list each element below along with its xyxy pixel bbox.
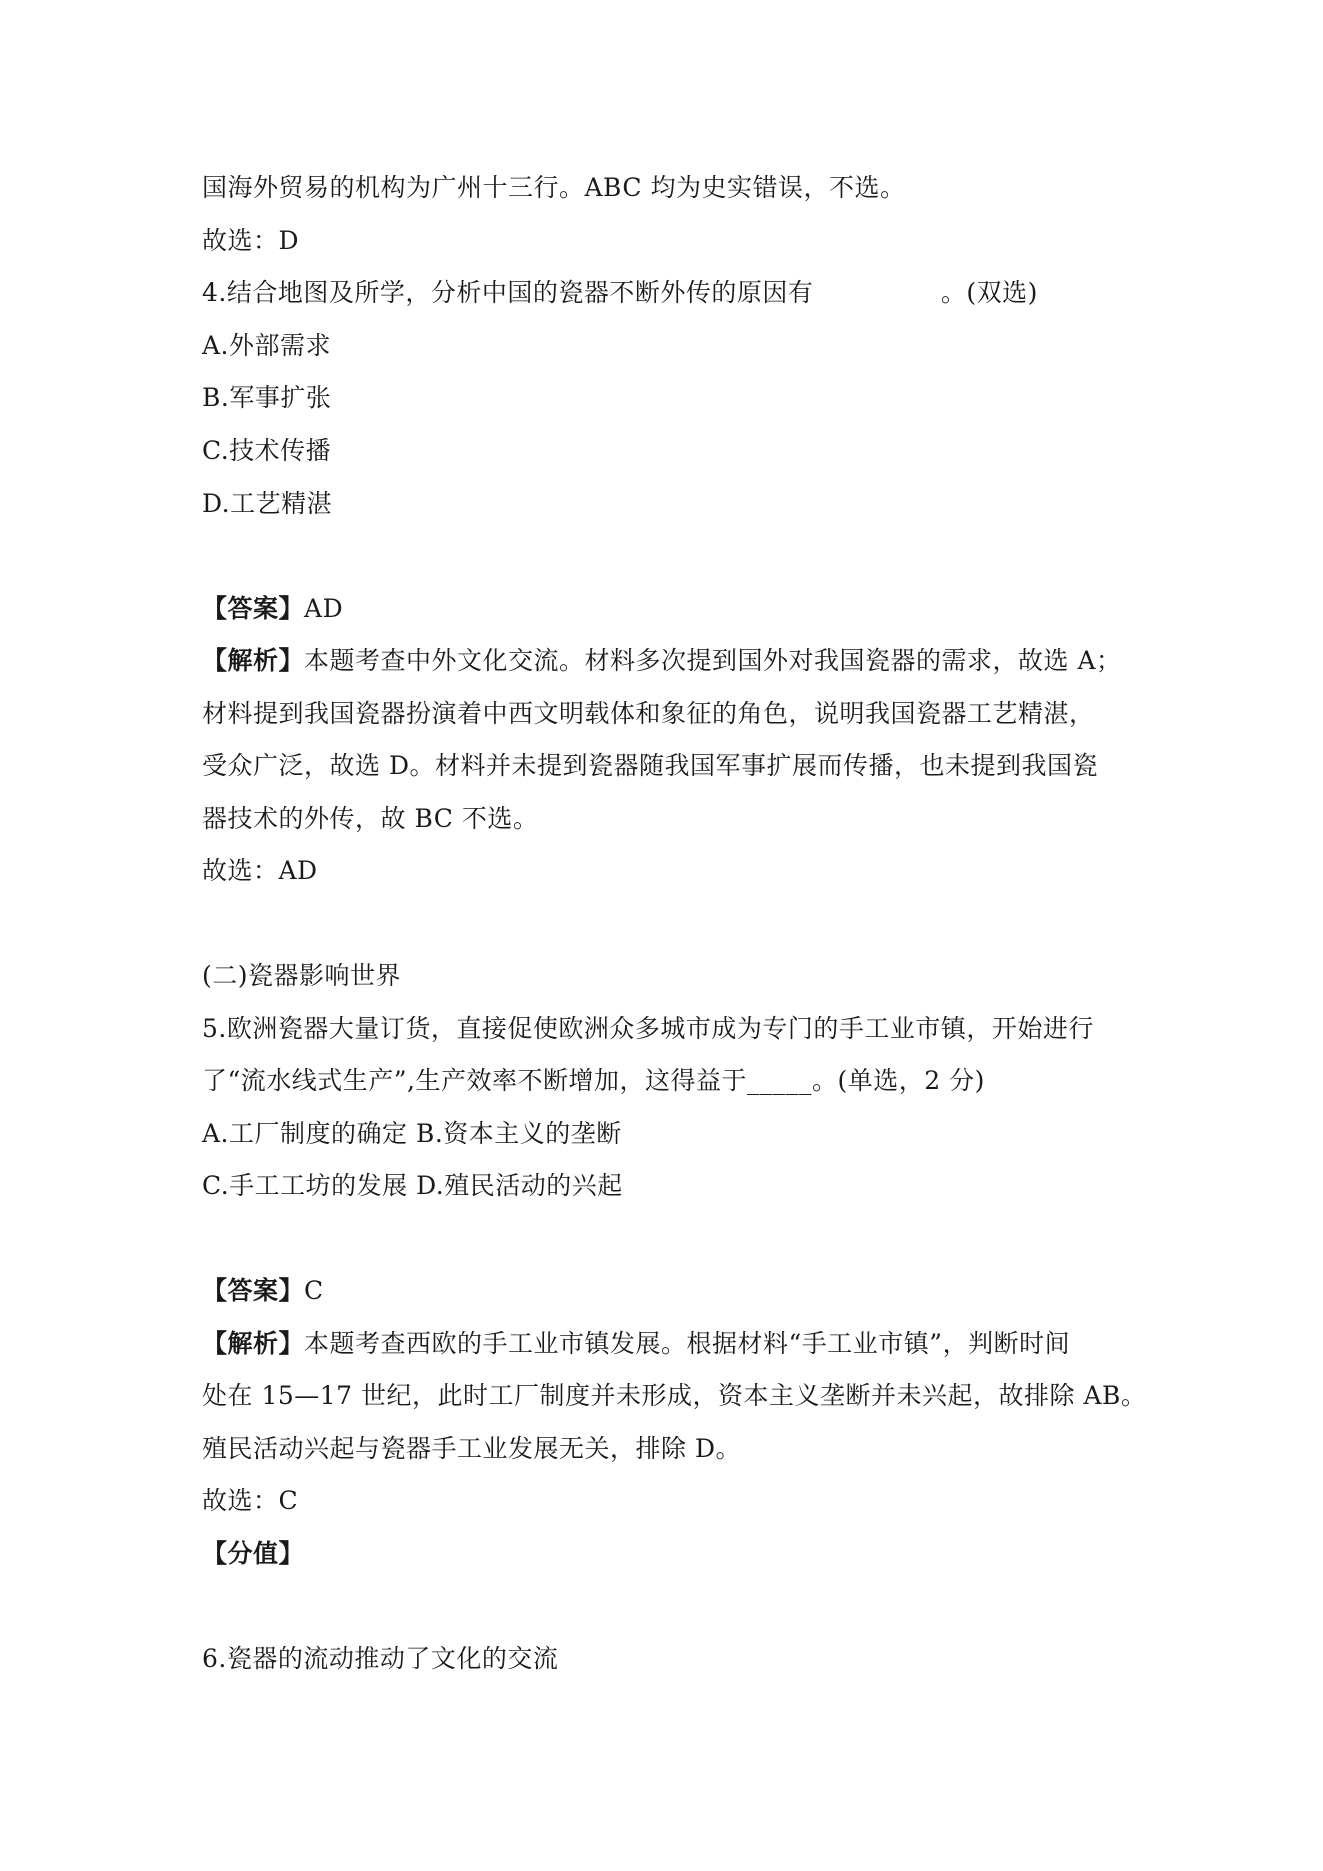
- answer-value: C: [304, 1276, 324, 1305]
- analysis-text: 本题考查西欧的手工业市镇发展。根据材料“手工业市镇”，判断时间: [304, 1329, 1071, 1358]
- options-cd: C.手工工坊的发展 D.殖民活动的兴起: [202, 1171, 623, 1200]
- text-line: 国海外贸易的机构为广州十三行。ABC 均为史实错误，不选。: [202, 173, 906, 202]
- question-5: 5.欧洲瓷器大量订货，直接促使欧洲众多城市成为专门的手工业市镇，开始进行: [202, 1014, 1094, 1043]
- option-c: C.技术传播: [202, 436, 332, 465]
- answer-label: 【答案】: [202, 1276, 305, 1305]
- analysis-line: [202, 1327, 1142, 1361]
- question-6: 6.瓷器的流动推动了文化的交流: [202, 1644, 559, 1673]
- text-line: 材料提到我国瓷器扮演着中西文明载体和象征的角色，说明我国瓷器工艺精湛，: [202, 699, 1095, 728]
- analysis-label: 【解析】: [202, 1329, 305, 1358]
- option-b: B.军事扩张: [202, 383, 332, 412]
- answer-line: [202, 1274, 1142, 1308]
- answer-choice-line: 故选：AD: [202, 856, 318, 885]
- analysis-line: [202, 644, 1142, 678]
- answer-choice-line: 故选：D: [202, 226, 300, 255]
- analysis-text: 本题考查中外文化交流。材料多次提到国外对我国瓷器的需求，故选 A；: [304, 646, 1122, 675]
- option-a: A.外部需求: [202, 331, 332, 360]
- answer-choice-line: 故选：C: [202, 1486, 299, 1515]
- answer-line: [202, 592, 1142, 626]
- option-d: D.工艺精湛: [202, 489, 333, 518]
- text-line: 受众广泛，故选 D。材料并未提到瓷器随我国军事扩展而传播，也未提到我国瓷: [202, 751, 1098, 780]
- score-line: [202, 1537, 1142, 1571]
- section-heading: (二)瓷器影响世界: [202, 961, 402, 990]
- text-line: 了“流水线式生产”,生产效率不断增加，这得益于_____。(单选，2 分): [202, 1066, 985, 1095]
- answer-label: 【答案】: [202, 594, 305, 623]
- text-line: 殖民活动兴起与瓷器手工业发展无关，排除 D。: [202, 1434, 741, 1463]
- text-line: 器技术的外传，故 BC 不选。: [202, 804, 539, 833]
- question-4: 4.结合地图及所学，分析中国的瓷器不断外传的原因有 。(双选): [202, 278, 1038, 307]
- answer-value: AD: [304, 594, 344, 623]
- score-label: 【分值】: [202, 1539, 305, 1568]
- analysis-label: 【解析】: [202, 646, 305, 675]
- options-ab: A.工厂制度的确定 B.资本主义的垄断: [202, 1119, 622, 1148]
- text-line: 处在 15—17 世纪，此时工厂制度并未形成，资本主义垄断并未兴起，故排除 AB。: [202, 1381, 1147, 1410]
